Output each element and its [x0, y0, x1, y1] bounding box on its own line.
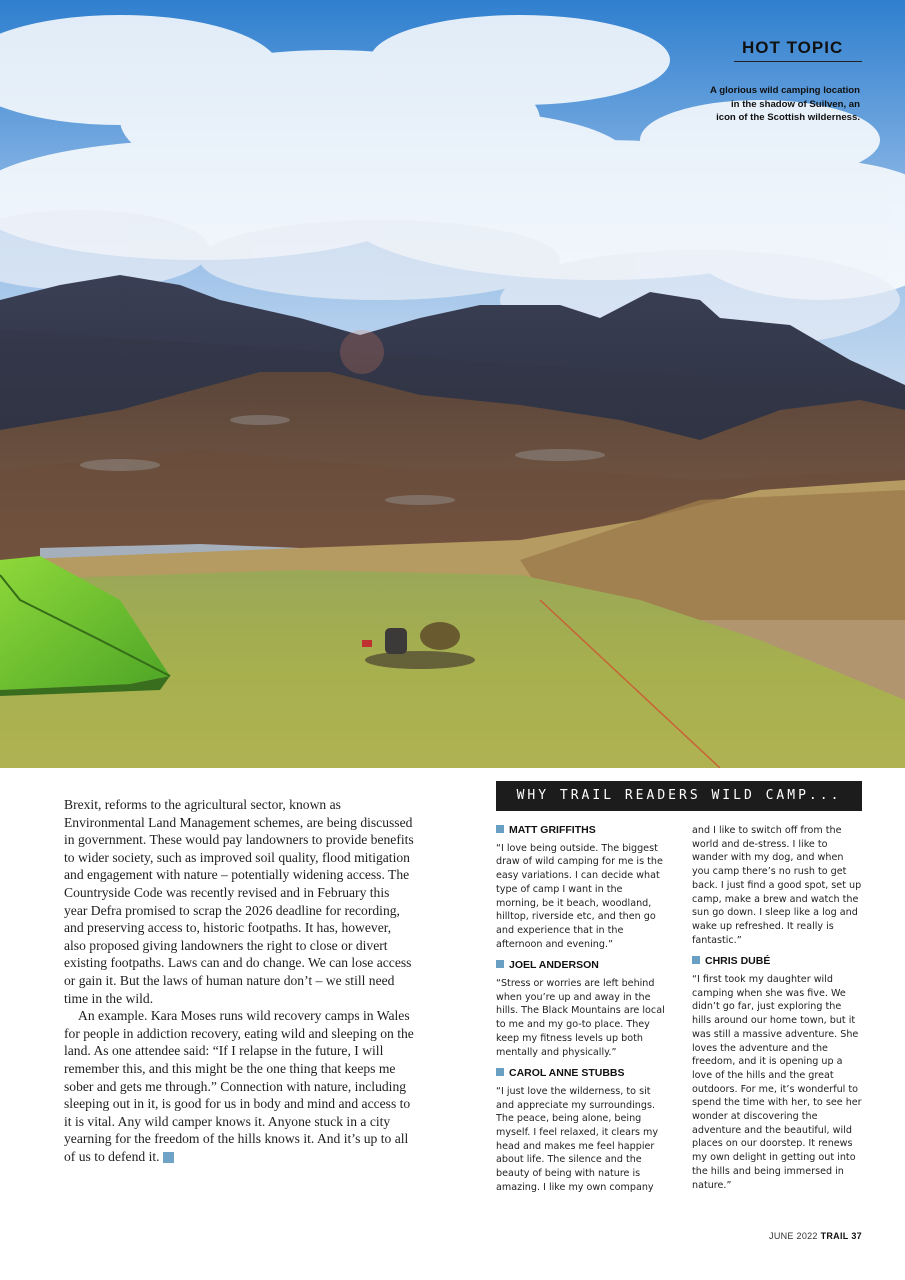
reader-name-text: JOEL ANDERSON [509, 959, 599, 972]
sidebar-column-left [496, 824, 666, 1203]
square-bullet-icon [496, 960, 504, 968]
article-paragraph [64, 1007, 414, 1165]
sidebar-title: WHY TRAIL READERS WILD CAMP... [496, 781, 862, 811]
square-bullet-icon [496, 1068, 504, 1076]
folio-page-number: 37 [851, 1231, 862, 1241]
reader-name [496, 1067, 666, 1081]
sidebar-column-right [692, 824, 862, 1200]
reader-quote: “I first took my daughter wild camping when she was five. We didn’t go far, just exploring the hills around our home town, but it was still a massive adventure. She loves the adventure and the freedom, and it is opening up a love of the hills and the great outdoors. For me, it’s wonderful to spend the time with her, to see her wonder at discovering the adventure and the beautiful, wild places on our doorstep. It renews my own delight in getting out into the hills and being immersed in nature.” [692, 974, 862, 1191]
folio-magazine: TRAIL [820, 1231, 849, 1241]
reader-name-text: CAROL ANNE STUBBS [509, 1067, 625, 1080]
reader-name [496, 824, 666, 838]
photo-caption: A glorious wild camping location in the shadow of Suilven, an icon of the Scottish wilderness. [710, 85, 860, 124]
reader-quote: “I just love the wilderness, to sit and appreciate my surroundings. The peace, being alone, being myself. I feel relaxed, it clears my head and makes me feel happier about life. The silence and the beauty of being with nature is amazing. I like my own company [496, 1085, 659, 1193]
article-paragraph: Brexit, reforms to the agricultural sector, known as Environmental Land Management schemes, are being discussed in government. These would pay landowners to provide benefits to wider society, such as improved soil quality, flood mitigation and engagement with nature – potentially widening access. The Countryside Code was recently revised and in February this year Defra promised to scrap the 2026 deadline for recording, and preserving access to, historic footpaths. It has, however, also proposed giving landowners the right to close or divert existing footpaths. Laws can and do change. We can lose access or gain it. But the laws of human nature don’t – we still need time in the wild. [64, 797, 414, 1006]
square-bullet-icon [496, 825, 504, 833]
reader-quote: “Stress or worries are left behind when you’re up and away in the hills. The Black Mountains are local to me and my go-to place. They keep my fitness levels up both mentally and physically.” [496, 978, 665, 1058]
page-folio [769, 1231, 862, 1241]
article-paragraph-text: An example. Kara Moses runs wild recovery camps in Wales for people in addiction recovery, eating wild and sleeping on the land. As one attendee said: “If I relapse in the future, I will remember this, and this might be the one thing that keeps me sober and gets me through.” Connection with nature, including sleeping out in it, is good for us in body and mind and access to it is vital. Any wild camper knows it. Anyone stuck in a city yearning for the freedom of the hills knows it. And it’s up to all of us to defend it. [64, 1008, 414, 1164]
folio-date: JUNE 2022 [769, 1231, 818, 1241]
reader-name [496, 959, 666, 973]
article-body [64, 796, 414, 1165]
reader-name-text: MATT GRIFFITHS [509, 824, 596, 836]
reader-quote: “I love being outside. The biggest draw of wild camping for me is the easy variations. I can decide what type of camp I want in the morning, be it beach, woodland, hilltop, riverside etc, and then go and experience that in the afternoon and evening.” [496, 842, 663, 950]
hot-topic-label: HOT TOPIC [734, 38, 862, 62]
square-bullet-icon [692, 956, 700, 964]
reader-quote-continued: and I like to switch off from the world and de-stress. I like to wander with my dog, and when you camp there’s no rush to get back. I just find a good spot, set up camp, make a brew and watch the sun go down. I sleep like a log and wake up refreshed. It really is fantastic.” [692, 825, 862, 946]
reader-name [692, 955, 862, 969]
end-mark-icon: T [163, 1152, 174, 1163]
reader-name-text: CHRIS DUBÉ [705, 955, 771, 968]
